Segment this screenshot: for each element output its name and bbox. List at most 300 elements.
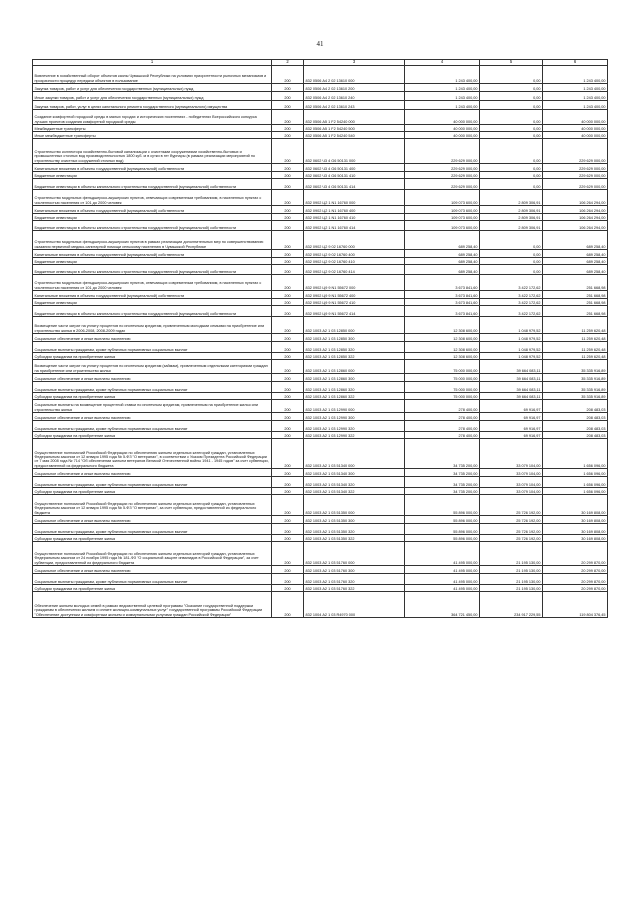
approved-amount: 41 495 000,00: [405, 566, 480, 574]
executed-amount: 25 726 192,00: [480, 524, 543, 535]
executed-amount: 0,00: [480, 101, 543, 110]
table-row: [33, 524, 608, 535]
remaining-amount: 251 668,98: [543, 291, 608, 299]
executed-amount: 3 422 172,62: [480, 299, 543, 306]
table-row: [33, 84, 608, 92]
classification-code: 832 0506 А4 2 02 13610 200: [304, 84, 405, 92]
executed-amount: 33 079 104,00: [480, 469, 543, 477]
classification-code: 832 1003 А2 1 03 12850 320: [304, 342, 405, 353]
table-row: [33, 432, 608, 439]
column-header: 4: [405, 60, 480, 66]
executed-amount: 0,00: [480, 66, 543, 84]
executed-amount: 33 079 104,00: [480, 488, 543, 495]
remaining-amount: 35 335 916,89: [543, 360, 608, 374]
table-row: [33, 477, 608, 488]
approved-amount: 55 896 000,00: [405, 516, 480, 524]
admin-code: 200: [272, 164, 304, 172]
classification-code: 832 1003 А2 1 03 12860 320: [304, 382, 405, 393]
approved-amount: 12 308 600,00: [405, 342, 480, 353]
admin-code: 200: [272, 334, 304, 342]
admin-code: 200: [272, 132, 304, 139]
approved-amount: 75 000 000,00: [405, 374, 480, 382]
approved-amount: 34 735 200,00: [405, 477, 480, 488]
approved-amount: 75 000 000,00: [405, 382, 480, 393]
table-row: [33, 206, 608, 214]
admin-code: 200: [272, 574, 304, 585]
page-number: 41: [316, 40, 324, 48]
approved-amount: 40 000 000,00: [405, 110, 480, 125]
classification-code: 832 0902 Ц9 9 N1 55672 410: [304, 299, 405, 306]
column-header: 3: [304, 60, 405, 66]
classification-code: 832 1003 А2 1 03 51350 322: [304, 535, 405, 542]
admin-code: 200: [272, 214, 304, 221]
admin-code: 200: [272, 317, 304, 334]
approved-amount: 1 243 400,00: [405, 66, 480, 84]
admin-code: 200: [272, 516, 304, 524]
executed-amount: 69 916,97: [480, 413, 543, 421]
admin-code: 200: [272, 125, 304, 132]
item-name: Бюджетные инвестиции в объекты капитального строительства государственной (муниципальной) собственности: [33, 179, 272, 190]
admin-code: 200: [272, 374, 304, 382]
admin-code: 200: [272, 231, 304, 250]
classification-code: 832 0506 А4 2 02 13610 000: [304, 66, 405, 84]
admin-code: 200: [272, 291, 304, 299]
approved-amount: 34 735 200,00: [405, 488, 480, 495]
executed-amount: 3 422 172,62: [480, 275, 543, 291]
classification-code: 832 0506 А5 1 F2 54240 500: [304, 125, 405, 132]
item-name: Вовлечение в хозяйственный оборот объектов казны Чувашской Республики на условиях приоритетности рыночных механизмов и прозрачности процедур передачи объектов в пользование: [33, 66, 272, 84]
table-row: [33, 132, 608, 139]
executed-amount: 21 195 130,00: [480, 574, 543, 585]
table-row: [33, 101, 608, 110]
remaining-amount: 208 483,03: [543, 421, 608, 432]
executed-amount: 3 422 172,62: [480, 291, 543, 299]
remaining-amount: 208 483,03: [543, 400, 608, 413]
item-name: Закупка товаров, работ и услуг для обеспечения государственных (муниципальных) нужд: [33, 84, 272, 92]
approved-amount: 229 629 000,00: [405, 172, 480, 179]
remaining-amount: 229 629 000,00: [543, 172, 608, 179]
table-row: [33, 306, 608, 317]
classification-code: 832 0902 Ц2 1 N1 16760 410: [304, 214, 405, 221]
admin-code: 200: [272, 206, 304, 214]
column-header: 2: [272, 60, 304, 66]
executed-amount: 69 916,97: [480, 421, 543, 432]
classification-code: 832 0506 А5 1 F2 54240 540: [304, 132, 405, 139]
admin-code: 200: [272, 488, 304, 495]
executed-amount: 0,00: [480, 84, 543, 92]
admin-code: 200: [272, 101, 304, 110]
budget-table: [32, 59, 608, 618]
remaining-amount: 30 169 808,00: [543, 516, 608, 524]
item-name: Возмещение части затрат на уплату процентов по ипотечным кредитам (займам), привлеченным отдельными категориями граждан на приобретение или строительство жилья: [33, 360, 272, 374]
executed-amount: 69 916,97: [480, 400, 543, 413]
classification-code: 832 0902 Ц2 1 N1 16760 414: [304, 221, 405, 231]
classification-code: 832 1003 А2 1 03 12990 300: [304, 413, 405, 421]
item-name: Субсидии гражданам на приобретение жилья: [33, 585, 272, 592]
classification-code: 832 1003 А2 1 03 12850 300: [304, 334, 405, 342]
executed-amount: 39 664 083,11: [480, 360, 543, 374]
item-name: Бюджетные инвестиции в объекты капитального строительства государственной (муниципальной) собственности: [33, 221, 272, 231]
item-name: Бюджетные инвестиции: [33, 258, 272, 265]
table-row: [33, 542, 608, 566]
table-row: [33, 110, 608, 125]
table-row: [33, 334, 608, 342]
table-row: [33, 214, 608, 221]
remaining-amount: 1 656 096,00: [543, 477, 608, 488]
approved-amount: 689 258,40: [405, 258, 480, 265]
table-row: [33, 342, 608, 353]
classification-code: 832 1003 А2 1 03 51760 300: [304, 566, 405, 574]
classification-code: 832 1003 А2 1 03 12860 000: [304, 360, 405, 374]
remaining-amount: 251 668,98: [543, 299, 608, 306]
classification-code: 832 0602 Ч3 4 G6 50131 400: [304, 164, 405, 172]
approved-amount: 278 400,00: [405, 413, 480, 421]
classification-code: 832 0902 Ц2 1 N1 16760 000: [304, 190, 405, 206]
executed-amount: 0,00: [480, 250, 543, 258]
approved-amount: 109 073 600,00: [405, 190, 480, 206]
classification-code: 832 0902 Ц2 9 02 16760 000: [304, 231, 405, 250]
approved-amount: 689 258,40: [405, 250, 480, 258]
approved-amount: 364 721 450,00: [405, 592, 480, 618]
table-row: [33, 488, 608, 495]
approved-amount: 12 308 600,00: [405, 317, 480, 334]
table-row: [33, 574, 608, 585]
admin-code: 200: [272, 221, 304, 231]
admin-code: 200: [272, 353, 304, 360]
classification-code: 832 1003 А2 1 03 51350 000: [304, 495, 405, 516]
item-name: Бюджетные инвестиции в объекты капитального строительства государственной (муниципальной) собственности: [33, 265, 272, 275]
remaining-amount: 106 264 294,00: [543, 206, 608, 214]
remaining-amount: 106 264 294,00: [543, 214, 608, 221]
item-name: Строительство коллектора хозяйственно-бытовой канализации с очистными сооружениями хозяйственно-бытовых и промышленных сточных вод производительностью 1800 куб. м в сутки в пгт Вурнары (в рамках реализации мероприятий по строительству очистных сооружений сточных вод): [33, 139, 272, 164]
table-row: [33, 66, 608, 84]
table-row: [33, 421, 608, 432]
approved-amount: 55 896 000,00: [405, 524, 480, 535]
admin-code: 200: [272, 469, 304, 477]
table-row: [33, 139, 608, 164]
executed-amount: 2 809 306,91: [480, 221, 543, 231]
classification-code: 832 1004 А2 1 03 R4970 000: [304, 592, 405, 618]
classification-code: 832 1003 А2 1 03 12990 322: [304, 432, 405, 439]
table-row: [33, 92, 608, 101]
remaining-amount: 35 335 916,89: [543, 382, 608, 393]
remaining-amount: 106 264 294,00: [543, 190, 608, 206]
remaining-amount: 30 169 808,00: [543, 524, 608, 535]
classification-code: 832 1003 А2 1 03 51340 320: [304, 477, 405, 488]
classification-code: 832 1003 А2 1 03 51340 322: [304, 488, 405, 495]
remaining-amount: 30 169 808,00: [543, 495, 608, 516]
column-header: 5: [480, 60, 543, 66]
remaining-amount: 1 656 096,00: [543, 439, 608, 469]
remaining-amount: 689 258,40: [543, 231, 608, 250]
approved-amount: 12 308 600,00: [405, 353, 480, 360]
executed-amount: 234 917 229,55: [480, 592, 543, 618]
executed-amount: 0,00: [480, 265, 543, 275]
item-name: Субсидии гражданам на приобретение жилья: [33, 535, 272, 542]
admin-code: 200: [272, 190, 304, 206]
remaining-amount: 1 656 096,00: [543, 469, 608, 477]
remaining-amount: 20 299 870,00: [543, 574, 608, 585]
remaining-amount: 30 169 808,00: [543, 535, 608, 542]
approved-amount: 278 400,00: [405, 421, 480, 432]
item-name: Создание комфортной городской среды в малых городах и исторических поселениях - победителях Всероссийского конкурса лучших проектов создания комфортной городской среды: [33, 110, 272, 125]
admin-code: 200: [272, 84, 304, 92]
item-name: Социальные выплаты гражданам, кроме публичных нормативных социальных выплат: [33, 342, 272, 353]
remaining-amount: 689 258,40: [543, 265, 608, 275]
column-header: 6: [543, 60, 608, 66]
table-row: [33, 382, 608, 393]
item-name: Социальное обеспечение и иные выплаты населению: [33, 566, 272, 574]
table-row: [33, 172, 608, 179]
item-name: Социальное обеспечение и иные выплаты населению: [33, 516, 272, 524]
approved-amount: 229 629 000,00: [405, 139, 480, 164]
admin-code: 200: [272, 535, 304, 542]
remaining-amount: 229 629 000,00: [543, 139, 608, 164]
classification-code: 832 1003 А2 1 03 51760 322: [304, 585, 405, 592]
approved-amount: 1 243 400,00: [405, 101, 480, 110]
remaining-amount: 11 259 620,48: [543, 334, 608, 342]
classification-code: 832 0902 Ц9 9 N1 55672 414: [304, 306, 405, 317]
item-name: Социальные выплаты на возмещение процентной ставки по ипотечным кредитам, привлеченным на приобретение жилья или строительство жилья: [33, 400, 272, 413]
remaining-amount: 208 483,03: [543, 413, 608, 421]
classification-code: 832 0506 А4 2 02 13610 243: [304, 101, 405, 110]
classification-code: 832 0902 Ц9 9 N1 55672 000: [304, 275, 405, 291]
item-name: Социальное обеспечение и иные выплаты населению: [33, 469, 272, 477]
remaining-amount: 40 000 000,00: [543, 125, 608, 132]
admin-code: 200: [272, 585, 304, 592]
approved-amount: 34 735 200,00: [405, 439, 480, 469]
item-name: Социальные выплаты гражданам, кроме публичных нормативных социальных выплат: [33, 524, 272, 535]
admin-code: 200: [272, 342, 304, 353]
executed-amount: 33 079 104,00: [480, 477, 543, 488]
item-name: Капитальные вложения в объекты государственной (муниципальной) собственности: [33, 291, 272, 299]
admin-code: 200: [272, 432, 304, 439]
remaining-amount: 40 000 000,00: [543, 110, 608, 125]
item-name: Социальные выплаты гражданам, кроме публичных нормативных социальных выплат: [33, 421, 272, 432]
classification-code: 832 1003 А2 1 03 12860 322: [304, 393, 405, 400]
remaining-amount: 119 804 376,45: [543, 592, 608, 618]
item-name: Закупка товаров, работ, услуг в целях капитального ремонта государственного (муниципального) имущества: [33, 101, 272, 110]
remaining-amount: 1 656 096,00: [543, 488, 608, 495]
approved-amount: 3 673 841,60: [405, 306, 480, 317]
classification-code: 832 1003 А2 1 03 51340 000: [304, 439, 405, 469]
admin-code: 200: [272, 360, 304, 374]
item-name: Социальное обеспечение и иные выплаты населению: [33, 334, 272, 342]
remaining-amount: 11 259 620,48: [543, 353, 608, 360]
table-row: [33, 291, 608, 299]
item-name: Капитальные вложения в объекты государственной (муниципальной) собственности: [33, 250, 272, 258]
table-row: [33, 265, 608, 275]
item-name: Строительство модульных фельдшерско-акушерских пунктов, отвечающих современным требованиям, в населенных пунктах с численностью населения от 101 до 2000 человек: [33, 275, 272, 291]
admin-code: 200: [272, 413, 304, 421]
table-row: [33, 221, 608, 231]
remaining-amount: 11 259 620,48: [543, 317, 608, 334]
table-row: [33, 516, 608, 524]
table-row: [33, 353, 608, 360]
executed-amount: 0,00: [480, 258, 543, 265]
executed-amount: 0,00: [480, 110, 543, 125]
admin-code: 200: [272, 92, 304, 101]
admin-code: 200: [272, 306, 304, 317]
table-row: [33, 360, 608, 374]
item-name: Осуществление полномочий Российской Федерации по обеспечению жильем отдельных категорий граждан, установленных Федеральным законом от 24 ноября 1995 года № 181-ФЗ "О социальной защите инвалидов в Российской Федерации", за счет субвенции, предоставленной из федерального бюджета: [33, 542, 272, 566]
classification-code: 832 1003 А2 1 03 12990 000: [304, 400, 405, 413]
item-name: Социальные выплаты гражданам, кроме публичных нормативных социальных выплат: [33, 382, 272, 393]
table-row: [33, 592, 608, 618]
approved-amount: 229 629 000,00: [405, 164, 480, 172]
classification-code: 832 1003 А2 1 03 12850 322: [304, 353, 405, 360]
remaining-amount: 11 259 620,48: [543, 342, 608, 353]
remaining-amount: 35 335 916,89: [543, 393, 608, 400]
admin-code: 200: [272, 66, 304, 84]
table-row: [33, 258, 608, 265]
admin-code: 200: [272, 172, 304, 179]
approved-amount: 109 073 600,00: [405, 214, 480, 221]
table-row: [33, 374, 608, 382]
admin-code: 200: [272, 566, 304, 574]
table-row: [33, 495, 608, 516]
classification-code: 832 0602 Ч3 4 G6 50131 000: [304, 139, 405, 164]
classification-code: 832 1003 А2 1 03 51350 320: [304, 524, 405, 535]
table-row: [33, 585, 608, 592]
admin-code: 200: [272, 258, 304, 265]
admin-code: 200: [272, 299, 304, 306]
admin-code: 200: [272, 139, 304, 164]
table-row: [33, 393, 608, 400]
executed-amount: 2 809 306,91: [480, 206, 543, 214]
remaining-amount: 20 299 870,00: [543, 566, 608, 574]
approved-amount: 689 258,40: [405, 265, 480, 275]
item-name: Осуществление полномочий Российской Федерации по обеспечению жильем отдельных категорий граждан, установленных Федеральным законом от 12 января 1995 года № 5-ФЗ "О ветеранах", за счет субвенции, предоставленной из федерального бюджета: [33, 495, 272, 516]
admin-code: 200: [272, 592, 304, 618]
remaining-amount: 35 335 916,89: [543, 374, 608, 382]
table-row: [33, 439, 608, 469]
executed-amount: 21 195 130,00: [480, 542, 543, 566]
approved-amount: 75 000 000,00: [405, 360, 480, 374]
table-row: [33, 275, 608, 291]
admin-code: 200: [272, 393, 304, 400]
item-name: Межбюджетные трансферты: [33, 125, 272, 132]
approved-amount: 41 495 000,00: [405, 585, 480, 592]
approved-amount: 109 073 600,00: [405, 221, 480, 231]
admin-code: 200: [272, 110, 304, 125]
admin-code: 200: [272, 250, 304, 258]
item-name: Социальные выплаты гражданам, кроме публичных нормативных социальных выплат: [33, 574, 272, 585]
item-name: Капитальные вложения в объекты государственной (муниципальной) собственности: [33, 164, 272, 172]
remaining-amount: 251 668,98: [543, 275, 608, 291]
approved-amount: 1 243 400,00: [405, 84, 480, 92]
item-name: Строительство модульных фельдшерско-акушерских пунктов, отвечающих современным требованиям, в населенных пунктах с численностью населения от 101 до 2000 человек: [33, 190, 272, 206]
executed-amount: 25 726 192,00: [480, 495, 543, 516]
classification-code: 832 0902 Ц2 1 N1 16760 400: [304, 206, 405, 214]
executed-amount: 0,00: [480, 92, 543, 101]
approved-amount: 41 495 000,00: [405, 574, 480, 585]
approved-amount: 55 896 000,00: [405, 495, 480, 516]
classification-code: 832 1003 А2 1 03 12990 320: [304, 421, 405, 432]
executed-amount: 39 664 083,11: [480, 382, 543, 393]
admin-code: 200: [272, 495, 304, 516]
classification-code: 832 1003 А2 1 03 51350 300: [304, 516, 405, 524]
executed-amount: 0,00: [480, 132, 543, 139]
classification-code: 832 0506 А4 2 02 13610 240: [304, 92, 405, 101]
remaining-amount: 20 299 870,00: [543, 585, 608, 592]
item-name: Иные закупки товаров, работ и услуг для обеспечения государственных (муниципальных) нужд: [33, 92, 272, 101]
admin-code: 200: [272, 439, 304, 469]
table-row: [33, 566, 608, 574]
executed-amount: 1 048 979,52: [480, 334, 543, 342]
table-row: [33, 535, 608, 542]
executed-amount: 25 726 192,00: [480, 516, 543, 524]
executed-amount: 69 916,97: [480, 432, 543, 439]
remaining-amount: 1 243 400,00: [543, 101, 608, 110]
classification-code: 832 1003 А2 1 03 12850 000: [304, 317, 405, 334]
executed-amount: 33 079 104,00: [480, 439, 543, 469]
item-name: Субсидии гражданам на приобретение жилья: [33, 488, 272, 495]
executed-amount: 0,00: [480, 172, 543, 179]
table-row: [33, 299, 608, 306]
item-name: Субсидии гражданам на приобретение жилья: [33, 393, 272, 400]
remaining-amount: 689 258,40: [543, 250, 608, 258]
admin-code: 200: [272, 400, 304, 413]
item-name: Возмещение части затрат на уплату процентов по ипотечным кредитам, привлеченным молодыми семьями на приобретение или строительство жилья в 2006-2008, 2008-2009 годах: [33, 317, 272, 334]
remaining-amount: 1 243 400,00: [543, 66, 608, 84]
item-name: Социальное обеспечение и иные выплаты населению: [33, 374, 272, 382]
executed-amount: 21 195 130,00: [480, 566, 543, 574]
item-name: Бюджетные инвестиции в объекты капитального строительства государственной (муниципальной) собственности: [33, 306, 272, 317]
approved-amount: 278 400,00: [405, 400, 480, 413]
approved-amount: 278 400,00: [405, 432, 480, 439]
approved-amount: 41 495 000,00: [405, 542, 480, 566]
item-name: Капитальные вложения в объекты государственной (муниципальной) собственности: [33, 206, 272, 214]
approved-amount: 109 073 600,00: [405, 206, 480, 214]
classification-code: 832 0506 А5 1 F2 54240 000: [304, 110, 405, 125]
admin-code: 200: [272, 382, 304, 393]
approved-amount: 3 673 841,60: [405, 291, 480, 299]
executed-amount: 0,00: [480, 139, 543, 164]
item-name: Иные межбюджетные трансферты: [33, 132, 272, 139]
item-name: Обеспечение жильем молодых семей в рамках ведомственной целевой программы "Оказание государственной поддержки гражданам в обеспечении жильем и оплате жилищно-коммунальных услуг" государственной программы Российской Федерации "Обеспечение доступным и комфортным жильем и коммунальными услугами граждан Российской Федерации": [33, 592, 272, 618]
executed-amount: 1 048 979,52: [480, 353, 543, 360]
approved-amount: 40 000 000,00: [405, 132, 480, 139]
executed-amount: 0,00: [480, 231, 543, 250]
executed-amount: 39 664 083,11: [480, 393, 543, 400]
approved-amount: 12 308 600,00: [405, 334, 480, 342]
item-name: Социальные выплаты гражданам, кроме публичных нормативных социальных выплат: [33, 477, 272, 488]
table-row: [33, 250, 608, 258]
classification-code: 832 1003 А2 1 03 51340 300: [304, 469, 405, 477]
item-name: Субсидии гражданам на приобретение жилья: [33, 432, 272, 439]
table-row: [33, 400, 608, 413]
remaining-amount: 229 629 000,00: [543, 179, 608, 190]
approved-amount: 3 673 841,60: [405, 299, 480, 306]
remaining-amount: 208 483,03: [543, 432, 608, 439]
table-row: [33, 413, 608, 421]
table-row: [33, 317, 608, 334]
executed-amount: 21 195 130,00: [480, 585, 543, 592]
executed-amount: 0,00: [480, 179, 543, 190]
approved-amount: 75 000 000,00: [405, 393, 480, 400]
admin-code: 200: [272, 542, 304, 566]
remaining-amount: 689 258,40: [543, 258, 608, 265]
admin-code: 200: [272, 265, 304, 275]
column-header: 1: [33, 60, 272, 66]
item-name: Бюджетные инвестиции: [33, 214, 272, 221]
approved-amount: 34 735 200,00: [405, 469, 480, 477]
approved-amount: 1 243 400,00: [405, 92, 480, 101]
classification-code: 832 0902 Ц2 9 02 16760 410: [304, 258, 405, 265]
approved-amount: 229 629 000,00: [405, 179, 480, 190]
remaining-amount: 1 243 400,00: [543, 92, 608, 101]
